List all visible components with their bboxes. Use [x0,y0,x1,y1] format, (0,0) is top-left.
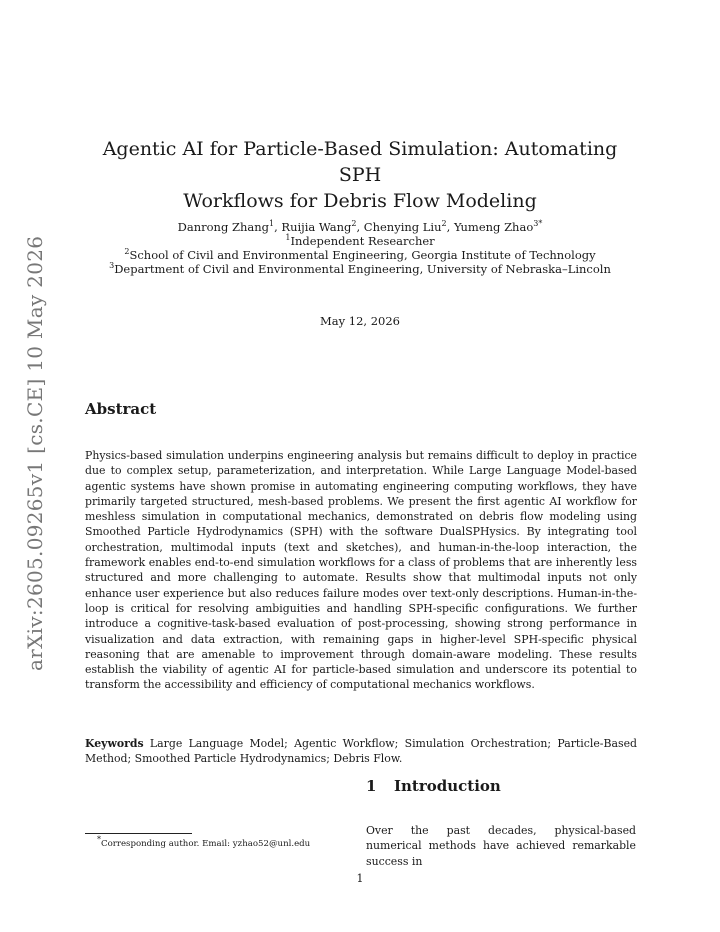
author-mark: 3* [533,219,543,229]
author-list: Danrong Zhang$^1$, Ruijia Wang$^2$, Chenying Liu$^2$, Yumeng Zhao$^{3*}$ [177,219,543,234]
affiliation-mark: 1 [285,233,291,243]
author-mark: 1 [269,219,275,229]
footnote-mark: * [97,835,101,845]
publication-date: May 12, 2026 [320,314,400,328]
keywords-block [85,736,637,767]
section-number: 1 [366,777,377,795]
affiliation-text: Independent Researcher [290,234,435,248]
keywords-text: Large Language Model; Agentic Workflow; Simulation Orchestration; Particle-Based Method; Smoothed Particle Hydrodynamics; Debris Flow. [85,737,637,766]
affiliation [80,248,640,262]
author-name: Chenying Liu [363,220,442,234]
footnote-rule [85,833,192,834]
footnote [85,835,350,850]
abstract-heading: Abstract [85,400,157,418]
affiliation-mark: 3 [109,261,115,271]
section-title: Introduction [394,777,501,795]
arxiv-identifier: arXiv:2605.09265v1 [cs.CE] 10 May 2026 [23,235,47,671]
author-name: Yumeng Zhao [453,220,534,234]
paper-title [80,136,640,214]
author-name: Ruijia Wang [281,220,352,234]
author-mark: 2 [351,219,357,229]
introduction-text: Over the past decades, physical-based numerical methods have achieved remarkable success in [366,824,636,868]
keywords-label: Keywords [85,737,144,750]
author-name: Danrong Zhang [177,220,270,234]
title-line-1: Agentic AI for Particle-Based Simulation: Automating SPH [102,138,618,186]
affiliation-text: School of Civil and Environmental Engineering, Georgia Institute of Technology [129,248,596,262]
affiliation [80,262,640,276]
affiliation [80,234,640,248]
title-line-2: Workflows for Debris Flow Modeling [183,190,537,212]
affiliation-mark: 2 [124,247,130,257]
footnote-text: Corresponding author. Email: yzhao52@unl.edu [101,839,311,849]
affiliation-text: Department of Civil and Environmental Engineering, University of Nebraska–Lincoln [114,262,611,276]
page-number: 1 [356,872,364,885]
section-heading-introduction [366,777,501,795]
abstract-text: Physics-based simulation underpins engineering analysis but remains difficult to deploy in practice due to complex setup, parameterization, and interpretation. While Large Language Model-based agentic systems have shown promise in automating engineering computing workflows, they have primarily targeted structured, mesh-based problems. We present the first agentic AI workflow for meshless simulation in computational mechanics, demonstrated on debris flow modeling using Smoothed Particle Hydrodynamics (SPH) with the software DualSPHysics. By integrating tool orchestration, multimodal inputs (text and sketches), and human-in-the-loop interaction, the framework enables end-to-end simulation workflows for a class of problems that are inherently less structured and more challenging to automate. Results show that multimodal inputs not only enhance user experience but also reduces failure modes over text-only descriptions. Human-in-the-loop is critical for resolving ambiguities and handling SPH-specific configurations. We further introduce a cognitive-task-based evaluation of post-processing, showing strong performance in visualization and data extraction, with remaining gaps in higher-level SPH-specific physical reasoning that are amenable to improvement through domain-aware modeling. These results establish the viability of agentic AI for particle-based simulation and underscore its potential to transform the accessibility and efficiency of computational mechanics workflows. [85,449,637,692]
author-block [80,220,640,276]
author-mark: 2 [441,219,447,229]
